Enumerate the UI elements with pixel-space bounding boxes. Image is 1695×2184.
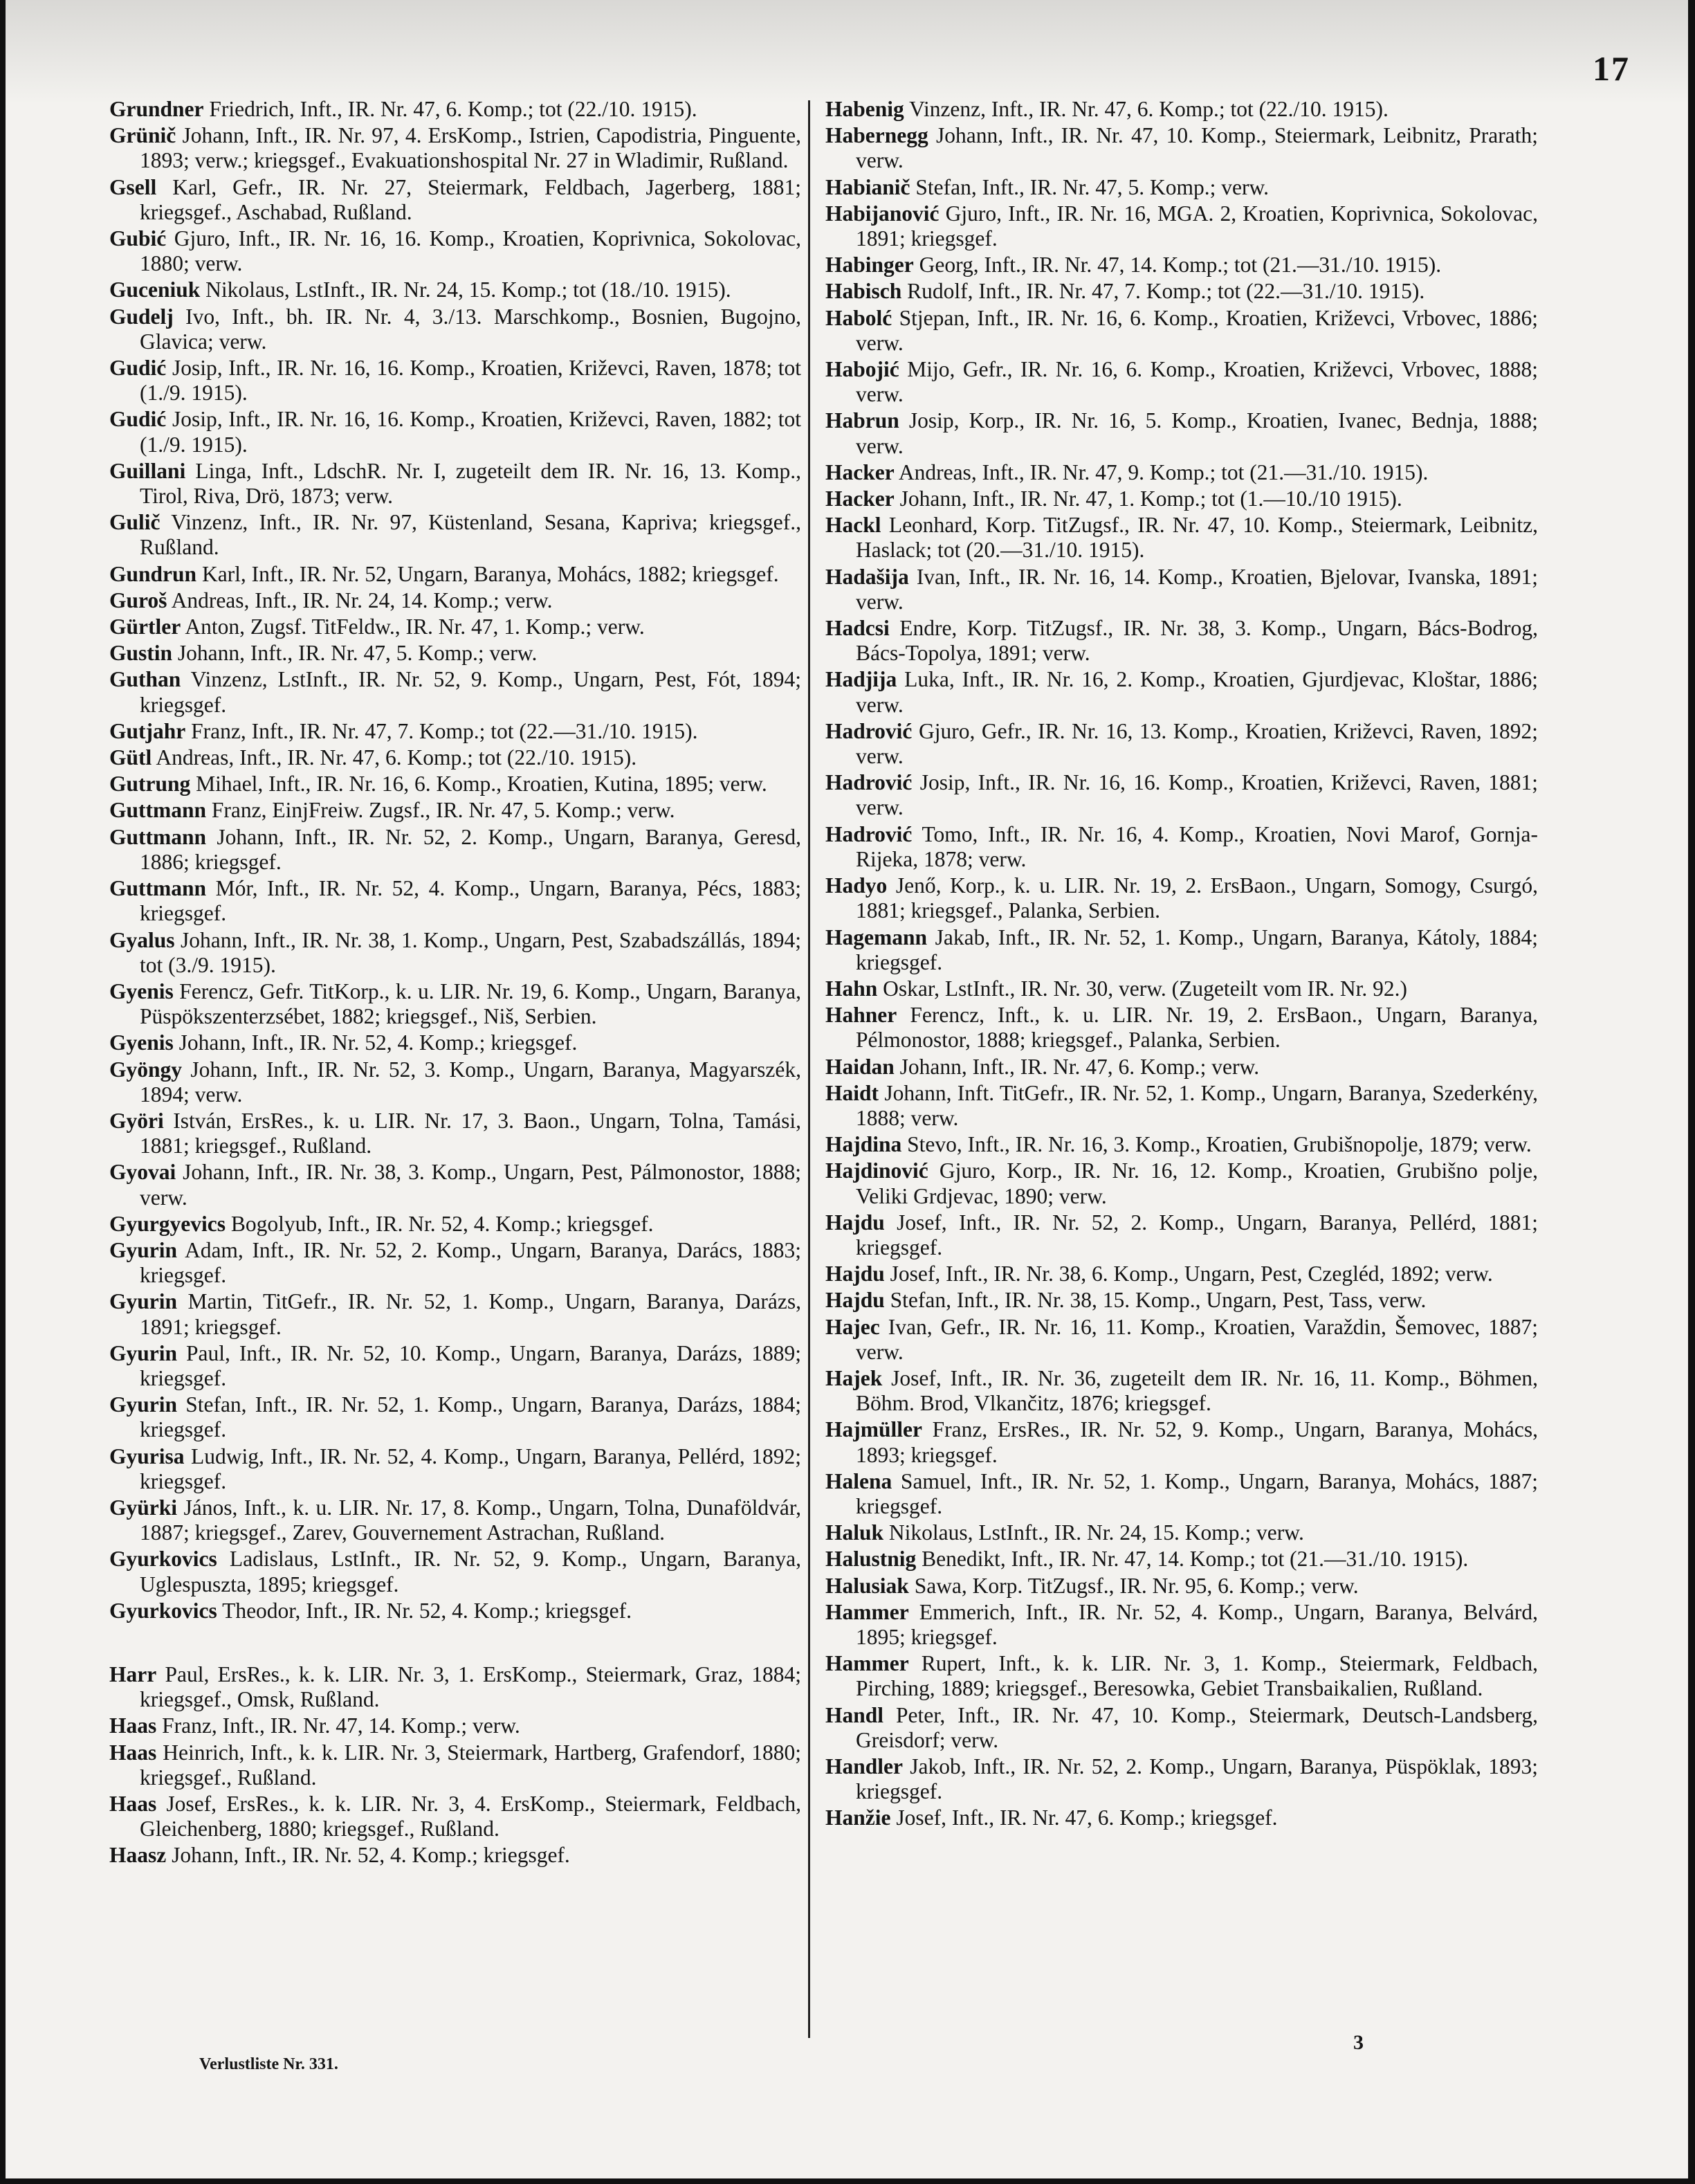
list-entry	[109, 876, 801, 926]
entry-surname: Gyürki	[109, 1495, 178, 1520]
entry-details: Andreas, Inft., IR. Nr. 47, 6. Komp.; tot (22./10. 1915).	[152, 745, 637, 770]
entry-details: Stevo, Inft., IR. Nr. 16, 3. Komp., Kroatien, Grubišnopolje, 1879; verw.	[901, 1132, 1532, 1157]
list-entry	[109, 798, 801, 823]
list-entry	[109, 1109, 801, 1158]
entry-surname: Hacker	[825, 459, 895, 484]
list-entry	[109, 979, 801, 1029]
entry-details: Ivan, Gefr., IR. Nr. 16, 11. Komp., Kroatien, Varaždin, Šemovec, 1887; verw.	[856, 1314, 1538, 1364]
list-entry	[825, 1547, 1538, 1572]
entry-surname: Gyenis	[109, 1030, 174, 1055]
entry-surname: Hadyo	[825, 873, 888, 898]
list-entry	[825, 873, 1538, 923]
entry-surname: Hajek	[825, 1365, 883, 1390]
entry-details: Johann, Inft., IR. Nr. 38, 1. Komp., Ungarn, Pest, Szabadszállás, 1894; tot (3./9. 1915).	[140, 927, 801, 977]
entry-details: Ludwig, Inft., IR. Nr. 52, 4. Komp., Ungarn, Baranya, Pellérd, 1892; kriegsgef.	[140, 1444, 801, 1493]
entry-details: Franz, Inft., IR. Nr. 47, 14. Komp.; verw.	[156, 1713, 520, 1738]
entry-details: Ivan, Inft., IR. Nr. 16, 14. Komp., Kroatien, Bjelovar, Ivanska, 1891; verw.	[856, 564, 1538, 614]
entry-surname: Halena	[825, 1468, 892, 1493]
list-entry	[825, 1366, 1538, 1416]
entry-surname: Hajdu	[825, 1288, 885, 1313]
entry-surname: Gudić	[109, 407, 167, 432]
entry-surname: Hammer	[825, 1651, 909, 1676]
entry-surname: Hadašija	[825, 564, 909, 589]
entry-surname: Hajdina	[825, 1132, 902, 1157]
list-entry	[825, 513, 1538, 563]
entry-surname: Habrun	[825, 408, 899, 433]
entry-surname: Gutjahr	[109, 718, 186, 743]
list-entry	[825, 719, 1538, 769]
entry-details: Josip, Korp., IR. Nr. 16, 5. Komp., Kroatien, Ivanec, Bednja, 1888; verw.	[856, 408, 1538, 458]
list-entry	[825, 1288, 1538, 1313]
entry-details: Paul, ErsRes., k. k. LIR. Nr. 3, 1. ErsKomp., Steiermark, Graz, 1884; kriegsgef., Omsk, Rußland.	[140, 1662, 801, 1712]
entry-surname: Hajdu	[825, 1210, 885, 1235]
entry-details: Johann, Inft., IR. Nr. 47, 6. Komp.; verw.	[894, 1054, 1260, 1079]
list-entry	[109, 719, 801, 744]
list-entry	[825, 1600, 1538, 1650]
list-entry	[109, 1238, 801, 1288]
entry-surname: Gsell	[109, 174, 157, 199]
entry-details: Linga, Inft., LdschR. Nr. I, zugeteilt dem IR. Nr. 16, 13. Komp., Tirol, Riva, Drö, 1873; verw.	[140, 458, 801, 509]
entry-details: Karl, Gefr., IR. Nr. 27, Steiermark, Feldbach, Jagerberg, 1881; kriegsgef., Aschabad, Rußland.	[140, 174, 801, 224]
list-entry	[109, 1599, 801, 1623]
entry-surname: Haas	[109, 1792, 157, 1816]
list-entry	[825, 616, 1538, 666]
entry-details: Johann, Inft., IR. Nr. 52, 3. Komp., Ungarn, Baranya, Magyarszék, 1894; verw.	[140, 1057, 801, 1107]
list-entry	[109, 1495, 801, 1545]
list-entry	[825, 770, 1538, 820]
list-entry	[825, 1417, 1538, 1467]
list-entry	[109, 1740, 801, 1790]
entry-surname: Gürtler	[109, 615, 181, 639]
list-entry	[109, 745, 801, 770]
entry-details: Peter, Inft., IR. Nr. 47, 10. Komp., Steiermark, Deutsch-Landsberg, Greisdorf; verw.	[856, 1702, 1538, 1752]
entry-details: Josip, Inft., IR. Nr. 16, 16. Komp., Kroatien, Križevci, Raven, 1878; tot (1./9. 1915).	[140, 356, 801, 406]
entry-details: Mihael, Inft., IR. Nr. 16, 6. Komp., Kroatien, Kutina, 1895; verw.	[190, 772, 767, 797]
entry-surname: Habenig	[825, 97, 904, 121]
list-entry	[825, 1520, 1538, 1545]
list-entry	[825, 976, 1538, 1001]
entry-details: Gjuro, Inft., IR. Nr. 16, MGA. 2, Kroatien, Koprivnica, Sokolovac, 1891; kriegsgef.	[856, 201, 1538, 251]
entry-details: Johann, Inft., IR. Nr. 97, 4. ErsKomp., Istrien, Capodistria, Pinguente, 1893; verw.; kriegsgef., Evakuationshospital Nr. 27 in Wladimir, Rußland.	[140, 123, 801, 173]
list-entry	[109, 510, 801, 560]
list-entry	[109, 97, 801, 122]
list-entry	[109, 1662, 801, 1712]
list-entry	[109, 304, 801, 354]
entry-details: István, ErsRes., k. u. LIR. Nr. 17, 3. Baon., Ungarn, Tolna, Tamási, 1881; kriegsgef., Rußland.	[140, 1108, 801, 1158]
entry-surname: Handler	[825, 1754, 904, 1778]
list-entry	[109, 588, 801, 613]
list-entry	[825, 306, 1538, 356]
entry-surname: Hajdinović	[825, 1158, 928, 1183]
entry-surname: Hacker	[825, 486, 895, 511]
list-entry	[825, 925, 1538, 975]
entry-details: Johann, Inft., IR. Nr. 52, 4. Komp.; kriegsgef.	[166, 1843, 570, 1868]
entry-details: Franz, EinjFreiw. Zugsf., IR. Nr. 47, 5. Komp.; verw.	[206, 798, 675, 823]
entry-surname: Guttmann	[109, 798, 207, 823]
entry-surname: Haidt	[825, 1080, 879, 1105]
column-divider	[808, 100, 810, 2038]
list-entry	[109, 459, 801, 509]
signature-mark: 3	[1353, 2031, 1364, 2054]
entry-details: Jenő, Korp., k. u. LIR. Nr. 19, 2. ErsBaon., Ungarn, Somogy, Csurgó, 1881; kriegsgef., Palanka, Serbien.	[856, 873, 1538, 923]
entry-details: Karl, Inft., IR. Nr. 52, Ungarn, Baranya, Mohács, 1882; kriegsgef.	[196, 561, 779, 586]
entry-surname: Hajec	[825, 1314, 880, 1339]
entry-details: Samuel, Inft., IR. Nr. 52, 1. Komp., Ungarn, Baranya, Mohács, 1887; kriegsgef.	[856, 1468, 1538, 1518]
list-entry	[109, 1030, 801, 1055]
list-entry	[825, 408, 1538, 458]
entry-surname: Guttmann	[109, 824, 207, 849]
entry-surname: Hahner	[825, 1003, 897, 1028]
entry-details: Ferencz, Gefr. TitKorp., k. u. LIR. Nr. 19, 6. Komp., Ungarn, Baranya, Püspökszenterzsébet, 1882; kriegsgef., Niš, Serbien.	[140, 979, 801, 1029]
entry-details: Nikolaus, LstInft., IR. Nr. 24, 15. Komp.; verw.	[883, 1520, 1304, 1545]
list-entry	[825, 667, 1538, 717]
list-entry	[825, 1158, 1538, 1208]
list-entry	[109, 1057, 801, 1107]
entry-details: Nikolaus, LstInft., IR. Nr. 24, 15. Komp.; tot (18./10. 1915).	[200, 277, 731, 302]
entry-surname: Hahn	[825, 976, 878, 1001]
entry-surname: Gyalus	[109, 927, 175, 952]
entry-surname: Hanžie	[825, 1805, 891, 1830]
entry-details: Jakab, Inft., IR. Nr. 52, 1. Komp., Ungarn, Baranya, Kátoly, 1884; kriegsgef.	[856, 925, 1538, 974]
entry-details: Emmerich, Inft., IR. Nr. 52, 4. Komp., Ungarn, Baranya, Belvárd, 1895; kriegsgef.	[856, 1599, 1538, 1649]
entry-details: Tomo, Inft., IR. Nr. 16, 4. Komp., Kroatien, Novi Marof, Gornja-Rijeka, 1878; verw.	[856, 821, 1538, 871]
entry-surname: Habianič	[825, 174, 910, 199]
list-entry	[109, 667, 801, 717]
entry-details: Adam, Inft., IR. Nr. 52, 2. Komp., Ungarn, Baranya, Darács, 1883; kriegsgef.	[140, 1237, 801, 1288]
entry-surname: Hammer	[825, 1599, 909, 1624]
list-entry	[109, 641, 801, 666]
scan-shading	[6, 0, 1688, 104]
list-entry	[825, 486, 1538, 511]
entry-surname: Guillani	[109, 458, 186, 483]
entry-details: Rupert, Inft., k. k. LIR. Nr. 3, 1. Komp., Steiermark, Feldbach, Pirching, 1889; kriegsgef., Beresowka, Gebiet Transbaikalien, Rußland.	[856, 1651, 1538, 1701]
entry-surname: Haluk	[825, 1520, 884, 1545]
entry-surname: Gyöngy	[109, 1057, 183, 1082]
entry-surname: Halusiak	[825, 1573, 909, 1598]
entry-details: Jakob, Inft., IR. Nr. 52, 2. Komp., Ungarn, Baranya, Püspöklak, 1893; kriegsgef.	[856, 1754, 1538, 1804]
entry-details: János, Inft., k. u. LIR. Nr. 17, 8. Komp., Ungarn, Tolna, Dunaföldvár, 1887; kriegsgef., Zarev, Gouvernement Astrachan, Rußland.	[140, 1495, 801, 1545]
entry-details: Josef, Inft., IR. Nr. 47, 6. Komp.; kriegsgef.	[890, 1805, 1278, 1830]
entry-details: Paul, Inft., IR. Nr. 52, 10. Komp., Ungarn, Baranya, Darázs, 1889; kriegsgef.	[140, 1340, 801, 1390]
list-entry	[825, 1132, 1538, 1157]
list-entry	[109, 123, 801, 173]
entry-surname: Hadcsi	[825, 616, 890, 641]
entry-details: Josef, ErsRes., k. k. LIR. Nr. 3, 4. ErsKomp., Steiermark, Feldbach, Gleichenberg, 1880; kriegsgef., Rußland.	[140, 1792, 801, 1841]
entry-surname: Hajmüller	[825, 1417, 922, 1442]
list-entry	[109, 226, 801, 276]
list-entry	[109, 1444, 801, 1494]
page-number: 17	[1593, 49, 1630, 88]
entry-surname: Guthan	[109, 667, 181, 692]
list-entry	[109, 928, 801, 978]
list-entry	[825, 460, 1538, 485]
entry-surname: Harr	[109, 1662, 157, 1686]
entry-surname: Hadrović	[825, 821, 913, 846]
list-entry	[109, 1713, 801, 1738]
entry-details: Endre, Korp. TitZugsf., IR. Nr. 38, 3. Komp., Ungarn, Bács-Bodrog, Bács-Topolya, 1891; verw.	[856, 616, 1538, 666]
entry-surname: Györi	[109, 1108, 164, 1133]
list-entry	[825, 123, 1538, 173]
entry-details: Andreas, Inft., IR. Nr. 47, 9. Komp.; tot (21.—31./10. 1915).	[894, 459, 1429, 484]
entry-surname: Habernegg	[825, 123, 928, 148]
entry-surname: Haas	[109, 1713, 157, 1738]
entry-details: Theodor, Inft., IR. Nr. 52, 4. Komp.; kriegsgef.	[217, 1598, 632, 1623]
entry-surname: Guttmann	[109, 876, 207, 901]
list-entry	[109, 1843, 801, 1868]
entry-surname: Hagemann	[825, 925, 928, 949]
entry-details: Stjepan, Inft., IR. Nr. 16, 6. Komp., Kroatien, Križevci, Vrbovec, 1886; verw.	[856, 305, 1538, 355]
entry-surname: Gudelj	[109, 304, 174, 329]
list-entry	[825, 1754, 1538, 1804]
entry-details: Stefan, Inft., IR. Nr. 47, 5. Komp.; verw.	[910, 174, 1270, 199]
list-entry	[109, 825, 801, 875]
entry-surname: Gyurkovics	[109, 1547, 217, 1572]
entry-surname: Gyurin	[109, 1340, 178, 1365]
entry-surname: Gyenis	[109, 979, 174, 1003]
list-entry	[109, 1160, 801, 1210]
entry-surname: Gyovai	[109, 1160, 176, 1185]
entry-details: Gjuro, Korp., IR. Nr. 16, 12. Komp., Kroatien, Grubišno polje, Veliki Grdjevac, 1890; verw.	[856, 1158, 1538, 1208]
entry-surname: Gundrun	[109, 561, 197, 586]
entry-details: Franz, ErsRes., IR. Nr. 52, 9. Komp., Ungarn, Baranya, Mohács, 1893; kriegsgef.	[856, 1417, 1538, 1467]
entry-surname: Habojić	[825, 357, 899, 382]
entry-details: Johann, Inft., IR. Nr. 47, 1. Komp.; tot (1.—10./10 1915).	[894, 486, 1402, 511]
entry-surname: Halustnig	[825, 1547, 917, 1572]
entry-details: Bogolyub, Inft., IR. Nr. 52, 4. Komp.; kriegsgef.	[225, 1211, 654, 1236]
entry-surname: Grundner	[109, 97, 204, 121]
left-column	[109, 97, 801, 1870]
entry-details: Josip, Inft., IR. Nr. 16, 16. Komp., Kroatien, Križevci, Raven, 1882; tot (1./9. 1915).	[140, 407, 801, 457]
entry-details: Johann, Inft., IR. Nr. 38, 3. Komp., Ungarn, Pest, Pálmonostor, 1888; verw.	[140, 1160, 801, 1210]
entry-surname: Gustin	[109, 641, 173, 666]
entry-surname: Gudić	[109, 356, 167, 381]
entry-surname: Gyurin	[109, 1237, 178, 1262]
list-entry	[825, 97, 1538, 122]
entry-details: Ladislaus, LstInft., IR. Nr. 52, 9. Komp., Ungarn, Baranya, Uglespuszta, 1895; kriegsgef.	[140, 1547, 801, 1596]
entry-surname: Haas	[109, 1740, 157, 1765]
entry-surname: Gubić	[109, 226, 167, 251]
entry-surname: Gütl	[109, 745, 152, 770]
entry-surname: Grünič	[109, 123, 176, 148]
entry-details: Johann, Inft., IR. Nr. 47, 5. Komp.; verw.	[172, 641, 538, 666]
list-entry	[109, 1341, 801, 1391]
entry-surname: Hajdu	[825, 1262, 885, 1286]
entry-surname: Gyurgyevics	[109, 1211, 226, 1236]
entry-details: Vinzenz, Inft., IR. Nr. 47, 6. Komp.; tot (22./10. 1915).	[904, 97, 1389, 121]
entry-surname: Guroš	[109, 588, 167, 612]
entry-surname: Habisch	[825, 279, 902, 304]
list-entry	[109, 1289, 801, 1339]
list-entry	[109, 562, 801, 587]
list-entry	[825, 822, 1538, 872]
section-gap	[109, 1625, 801, 1662]
list-entry	[825, 1262, 1538, 1286]
entry-surname: Gyurin	[109, 1392, 178, 1417]
list-entry	[109, 1792, 801, 1841]
entry-surname: Gutrung	[109, 772, 191, 797]
list-entry	[825, 1651, 1538, 1701]
entry-details: Ivo, Inft., bh. IR. Nr. 4, 3./13. Marschkomp., Bosnien, Bugojno, Glavica; verw.	[140, 304, 801, 354]
list-entry	[825, 1003, 1538, 1053]
entry-surname: Gyurisa	[109, 1444, 185, 1468]
entry-surname: Haasz	[109, 1843, 167, 1868]
entry-details: Gjuro, Gefr., IR. Nr. 16, 13. Komp., Kroatien, Križevci, Raven, 1892; verw.	[856, 718, 1538, 769]
list-entry	[825, 279, 1538, 304]
entry-surname: Habolć	[825, 305, 892, 330]
list-entry	[109, 175, 801, 225]
list-entry	[825, 1469, 1538, 1519]
right-column	[825, 97, 1538, 1832]
list-entry	[109, 772, 801, 797]
entry-details: Leonhard, Korp. TitZugsf., IR. Nr. 47, 10. Komp., Steiermark, Leibnitz, Haslack; tot (20.—31./10. 1915).	[856, 513, 1538, 563]
entry-details: Josef, Inft., IR. Nr. 36, zugeteilt dem IR. Nr. 16, 11. Komp., Böhmen, Böhm. Brod, Vlkančitz, 1876; kriegsgef.	[856, 1365, 1538, 1416]
entry-details: Franz, Inft., IR. Nr. 47, 7. Komp.; tot (22.—31./10. 1915).	[185, 718, 698, 743]
list-entry	[825, 201, 1538, 251]
entry-details: Josef, Inft., IR. Nr. 52, 2. Komp., Ungarn, Baranya, Pellérd, 1881; kriegsgef.	[856, 1210, 1538, 1259]
entry-details: Rudolf, Inft., IR. Nr. 47, 7. Komp.; tot (22.—31./10. 1915).	[901, 279, 1425, 304]
list-entry	[825, 357, 1538, 407]
entry-details: Johann, Inft., IR. Nr. 52, 2. Komp., Ungarn, Baranya, Geresd, 1886; kriegsgef.	[140, 824, 801, 874]
list-entry	[109, 615, 801, 639]
list-entry	[825, 1081, 1538, 1131]
entry-details: Mijo, Gefr., IR. Nr. 16, 6. Komp., Kroatien, Križevci, Vrbovec, 1888; verw.	[856, 357, 1538, 407]
entry-details: Anton, Zugsf. TitFeldw., IR. Nr. 47, 1. Komp.; verw.	[181, 615, 645, 639]
entry-surname: Gyurkovics	[109, 1598, 217, 1623]
entry-details: Friedrich, Inft., IR. Nr. 47, 6. Komp.; tot (22./10. 1915).	[203, 97, 697, 121]
entry-details: Andreas, Inft., IR. Nr. 24, 14. Komp.; verw.	[167, 588, 553, 612]
list-entry	[825, 253, 1538, 277]
entry-surname: Guceniuk	[109, 277, 201, 302]
entry-details: Sawa, Korp. TitZugsf., IR. Nr. 95, 6. Komp.; verw.	[908, 1573, 1359, 1598]
entry-details: Josef, Inft., IR. Nr. 38, 6. Komp., Ungarn, Pest, Czegléd, 1892; verw.	[884, 1262, 1493, 1286]
entry-details: Stefan, Inft., IR. Nr. 52, 1. Komp., Ungarn, Baranya, Darázs, 1884; kriegsgef.	[140, 1392, 801, 1442]
list-entry	[825, 1055, 1538, 1080]
list-entry	[109, 407, 801, 457]
entry-surname: Hadjija	[825, 667, 897, 692]
entry-surname: Habinger	[825, 253, 914, 277]
list-entry	[109, 277, 801, 302]
entry-details: Ferencz, Inft., k. u. LIR. Nr. 19, 2. ErsBaon., Ungarn, Baranya, Pélmonostor, 1888; kriegsgef., Palanka, Serbien.	[856, 1003, 1538, 1053]
entry-details: Gjuro, Inft., IR. Nr. 16, 16. Komp., Kroatien, Koprivnica, Sokolovac, 1880; verw.	[140, 226, 801, 276]
entry-surname: Hadrović	[825, 770, 913, 795]
entry-details: Josip, Inft., IR. Nr. 16, 16. Komp., Kroatien, Križevci, Raven, 1881; verw.	[856, 770, 1538, 820]
list-entry	[825, 1210, 1538, 1260]
entry-details: Vinzenz, Inft., IR. Nr. 97, Küstenland, Sesana, Kapriva; kriegsgef., Rußland.	[140, 510, 801, 560]
list-entry	[109, 356, 801, 406]
entry-surname: Hadrović	[825, 718, 913, 743]
footer-list-number: Verlustliste Nr. 331.	[199, 2055, 338, 2073]
list-entry	[825, 1315, 1538, 1365]
list-entry	[825, 1574, 1538, 1599]
entry-details: Luka, Inft., IR. Nr. 16, 2. Komp., Kroatien, Gjurdjevac, Kloštar, 1886; verw.	[856, 667, 1538, 717]
entry-details: Johann, Inft., IR. Nr. 47, 10. Komp., Steiermark, Leibnitz, Prarath; verw.	[856, 123, 1538, 173]
list-entry	[109, 1392, 801, 1442]
list-entry	[109, 1212, 801, 1237]
entry-surname: Hackl	[825, 513, 881, 538]
entry-surname: Handl	[825, 1702, 884, 1727]
entry-details: Benedikt, Inft., IR. Nr. 47, 14. Komp.; tot (21.—31./10. 1915).	[916, 1547, 1469, 1572]
entry-details: Oskar, LstInft., IR. Nr. 30, verw. (Zugeteilt vom IR. Nr. 92.)	[877, 976, 1407, 1001]
entry-details: Vinzenz, LstInft., IR. Nr. 52, 9. Komp., Ungarn, Pest, Fót, 1894; kriegsgef.	[140, 667, 801, 717]
entry-details: Georg, Inft., IR. Nr. 47, 14. Komp.; tot (21.—31./10. 1915).	[913, 253, 1442, 277]
entry-surname: Gyurin	[109, 1289, 178, 1314]
entry-surname: Haidan	[825, 1054, 895, 1079]
list-entry	[825, 1703, 1538, 1753]
list-entry	[825, 175, 1538, 200]
entry-details: Johann, Inft., IR. Nr. 52, 4. Komp.; kriegsgef.	[173, 1030, 578, 1055]
list-entry	[109, 1547, 801, 1596]
entry-surname: Gulič	[109, 510, 161, 535]
entry-details: Martin, TitGefr., IR. Nr. 52, 1. Komp., Ungarn, Baranya, Darázs, 1891; kriegsgef.	[140, 1289, 801, 1339]
entry-surname: Habijanović	[825, 201, 940, 226]
entry-details: Heinrich, Inft., k. k. LIR. Nr. 3, Steiermark, Hartberg, Grafendorf, 1880; kriegsgef., Rußland.	[140, 1740, 801, 1790]
list-entry	[825, 1805, 1538, 1830]
entry-details: Johann, Inft. TitGefr., IR. Nr. 52, 1. Komp., Ungarn, Baranya, Szederkény, 1888; verw.	[856, 1080, 1538, 1130]
entry-details: Mór, Inft., IR. Nr. 52, 4. Komp., Ungarn, Baranya, Pécs, 1883; kriegsgef.	[140, 876, 801, 926]
list-entry	[825, 565, 1538, 615]
entry-details: Stefan, Inft., IR. Nr. 38, 15. Komp., Ungarn, Pest, Tass, verw.	[884, 1288, 1427, 1313]
